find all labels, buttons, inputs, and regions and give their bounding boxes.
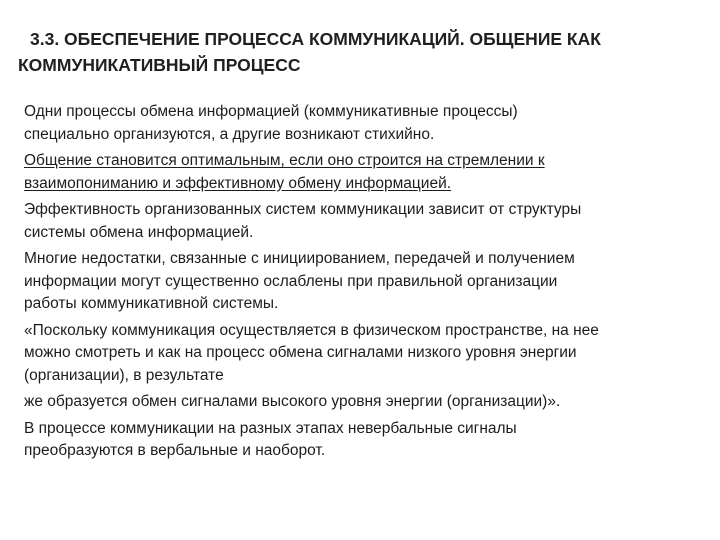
text-line: «Поскольку коммуникация осуществляется в физическом пространстве, на нее	[24, 321, 599, 339]
text-line: Общение становится оптимальным, если оно строится на стремлении к	[24, 152, 545, 169]
paragraph-quote-part2	[24, 391, 704, 414]
text-line: преобразуются в вербальные и наоборот.	[24, 442, 326, 459]
slide-title-line: КОММУНИКАТИВНЫЙ ПРОЦЕСС	[18, 55, 301, 75]
text-line: Эффективность организованных систем коммуникации зависит от структуры	[24, 201, 582, 218]
text-line: специально организуются, а другие возникают стихийно.	[24, 125, 435, 143]
text-line: информации могут существенно ослаблены при правильной организации	[24, 272, 558, 290]
text-line: взаимопониманию и эффективному обмену информацией.	[24, 174, 452, 192]
slide-body	[24, 101, 704, 467]
text-line: можно смотреть и как на процесс обмена сигналами низкого уровня энергии	[24, 344, 577, 361]
slide-title-line: 3.3. ОБЕСПЕЧЕНИЕ ПРОЦЕССА КОММУНИКАЦИЙ. ОБЩЕНИЕ КАК	[30, 29, 601, 49]
paragraph-optimal-communication	[24, 150, 704, 195]
text-line: В процессе коммуникации на разных этапах невербальные сигналы	[24, 419, 517, 437]
text-line: (организации), в результате	[24, 366, 224, 384]
paragraph-communication-processes	[24, 101, 704, 146]
paragraph-signal-conversion	[24, 418, 704, 463]
text-line: же образуется обмен сигналами высокого уровня энергии (организации)».	[24, 393, 561, 410]
paragraph-system-efficiency	[24, 199, 704, 244]
paragraph-shortcomings	[24, 248, 704, 316]
text-line: Одни процессы обмена информацией (коммуникативные процессы)	[24, 103, 518, 120]
slide-title	[18, 26, 698, 78]
text-line: системы обмена информацией.	[24, 223, 254, 241]
paragraph-quote-part1	[24, 320, 704, 388]
text-line: Многие недостатки, связанные с инициированием, передачей и получением	[24, 250, 575, 267]
text-line: работы коммуникативной системы.	[24, 295, 279, 312]
